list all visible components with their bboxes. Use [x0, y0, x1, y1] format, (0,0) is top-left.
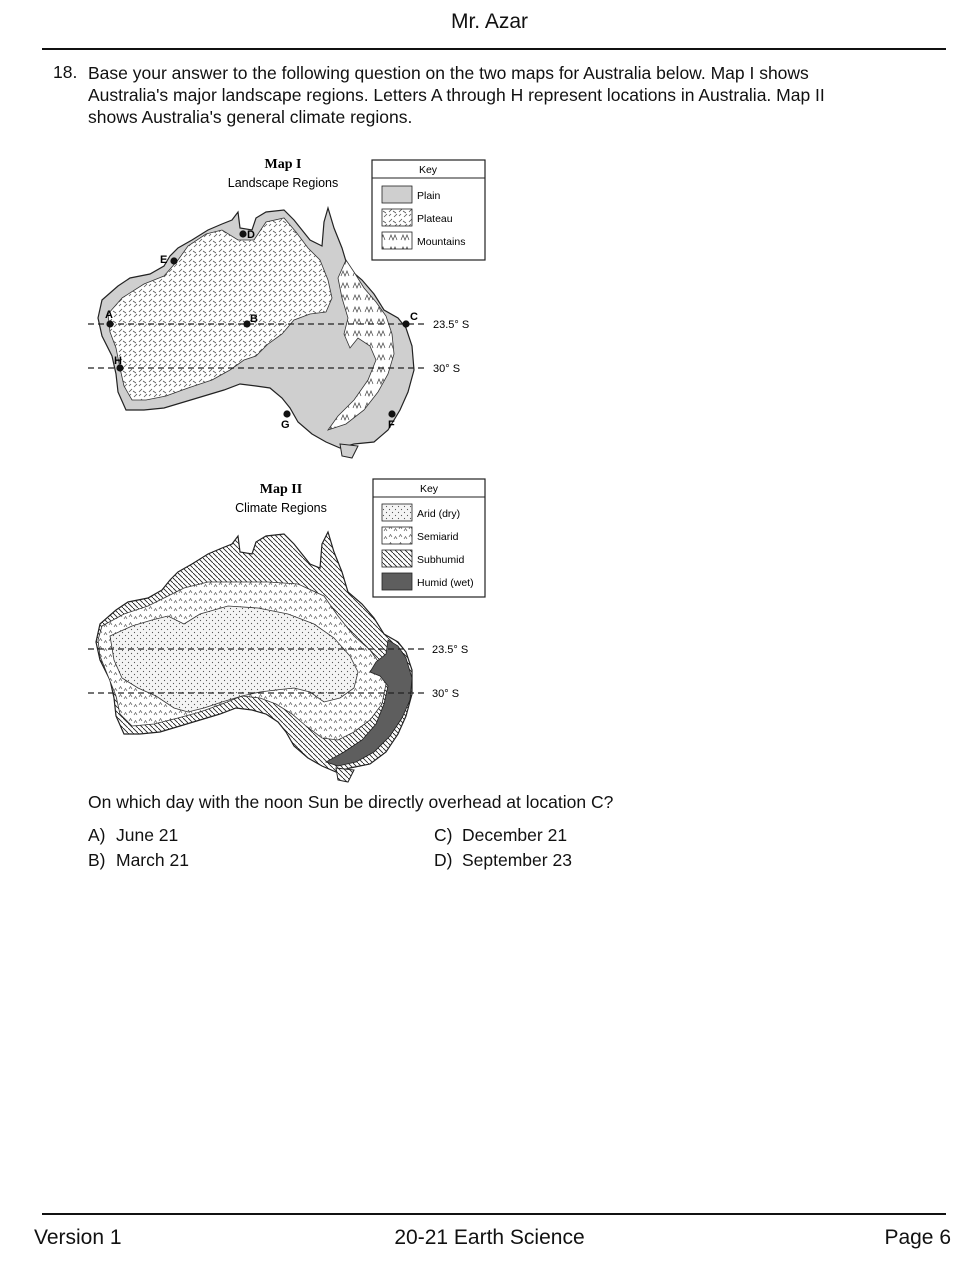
location-e-marker: [170, 257, 177, 264]
location-g-label: G: [281, 419, 290, 431]
location-c-label: C: [410, 311, 418, 323]
location-g-marker: [283, 410, 290, 417]
choice-c-text: December 21: [462, 825, 568, 845]
choice-b-letter: B): [88, 850, 106, 870]
map2-subtitle: Climate Regions: [235, 501, 327, 515]
key-arid-swatch: [382, 504, 412, 521]
map1-subtitle: Landscape Regions: [227, 176, 339, 190]
choice-b[interactable]: [88, 850, 189, 871]
map2-lat-30-label: 30° S: [432, 688, 460, 700]
question-text: Base your answer to the following question on the two maps for Australia below. Map I shows Australia's major landscape regions. Letters A through H represent locations in Australia. Map II shows Australia's general climate regions.: [88, 63, 825, 127]
footer-course: 20-21 Earth Science: [394, 1226, 585, 1249]
question-number: 18.: [53, 62, 78, 82]
choice-c[interactable]: [434, 825, 567, 846]
key-humid-label: Humid (wet): [417, 577, 474, 589]
location-a-label: A: [105, 309, 113, 321]
footer-version: Version 1: [34, 1226, 122, 1249]
key-mountains-label: Mountains: [417, 236, 466, 248]
choice-a-letter: A): [88, 825, 106, 845]
australia-maps-figure: [88, 148, 488, 783]
map1-title: Map I: [264, 157, 302, 172]
map2-key-title: Key: [419, 483, 439, 495]
map1-key-title: Key: [418, 164, 438, 176]
location-b-label: B: [250, 313, 258, 325]
choice-d[interactable]: [434, 850, 572, 871]
map1-lat-23-5-label: 23.5° S: [433, 319, 470, 331]
location-f-marker: [388, 410, 395, 417]
location-h-label: H: [114, 355, 122, 367]
key-plateau-label: Plateau: [417, 213, 453, 225]
key-arid-label: Arid (dry): [417, 508, 461, 520]
choice-b-text: March 21: [116, 850, 189, 870]
location-f-label: F: [388, 419, 395, 431]
map-landscape-regions: [88, 157, 485, 458]
map1-key: [372, 160, 485, 260]
choice-d-text: September 23: [462, 850, 572, 870]
key-semiarid-swatch: [382, 527, 412, 544]
location-d-label: D: [247, 229, 255, 241]
key-plain-label: Plain: [417, 190, 441, 202]
map2-title: Map II: [259, 482, 303, 497]
key-mountains-swatch: [382, 232, 412, 249]
header-rule: [42, 48, 946, 50]
choice-d-letter: D): [434, 850, 453, 870]
choice-a-text: June 21: [116, 825, 179, 845]
location-d-marker: [239, 230, 246, 237]
location-c-marker: [402, 320, 409, 327]
map2-lat-23-5-label: 23.5° S: [432, 644, 469, 656]
map2-tasmania: [336, 768, 354, 782]
key-humid-swatch: [382, 573, 412, 590]
choice-c-letter: C): [434, 825, 453, 845]
map2-key: [373, 479, 485, 597]
key-semiarid-label: Semiarid: [417, 531, 459, 543]
header-name: Mr. Azar: [450, 10, 529, 33]
key-subhumid-swatch: [382, 550, 412, 567]
choice-a[interactable]: [88, 825, 178, 846]
key-subhumid-label: Subhumid: [417, 554, 465, 566]
location-a-marker: [106, 320, 113, 327]
question-prompt: On which day with the noon Sun be directly overhead at location C?: [88, 792, 614, 812]
footer-page: Page 6: [884, 1226, 951, 1249]
map1-lat-30-label: 30° S: [433, 363, 461, 375]
map-climate-regions: [88, 479, 485, 782]
map1-tasmania: [340, 444, 358, 458]
footer-rule: [42, 1213, 946, 1215]
key-plateau-swatch: [382, 209, 412, 226]
key-plain-swatch: [382, 186, 412, 203]
location-e-label: E: [160, 254, 168, 266]
